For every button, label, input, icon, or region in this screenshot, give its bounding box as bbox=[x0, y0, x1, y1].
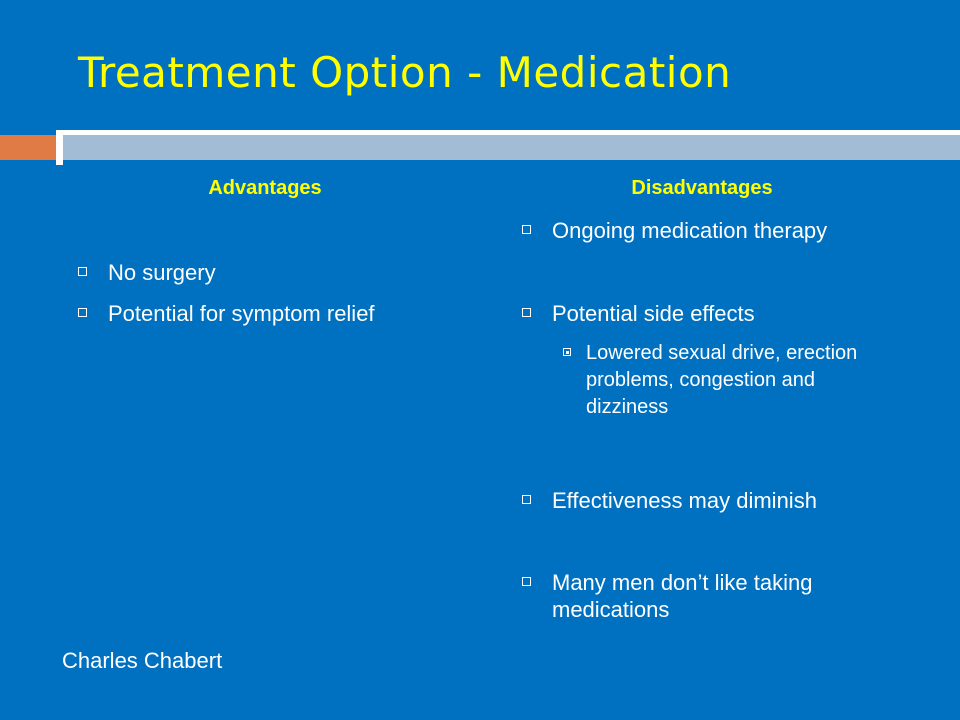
square-bullet-icon bbox=[78, 308, 87, 317]
advantage-item: Potential for symptom relief bbox=[108, 301, 375, 326]
disadvantage-item: Potential side effects bbox=[552, 301, 755, 326]
advantage-item: No surgery bbox=[108, 260, 216, 285]
disadvantage-subitem: Lowered sexual drive, erection problems, congestion and dizziness bbox=[586, 342, 858, 418]
accent-bar-separator bbox=[56, 130, 63, 165]
footer-author: Charles Chabert bbox=[62, 648, 223, 673]
square-bullet-icon bbox=[522, 225, 531, 234]
disadvantage-item: Ongoing medication therapy bbox=[552, 218, 828, 243]
square-bullet-icon bbox=[522, 495, 531, 504]
disadvantages-heading: Disadvantages bbox=[631, 177, 773, 199]
advantages-heading: Advantages bbox=[208, 177, 322, 199]
disadvantage-item: Effectiveness may diminish bbox=[552, 488, 817, 513]
accent-bar-orange bbox=[0, 135, 56, 160]
square-bullet-icon bbox=[78, 267, 87, 276]
square-bullet-icon bbox=[522, 308, 531, 317]
accent-bar-blue bbox=[63, 135, 960, 160]
filled-square-bullet-icon bbox=[563, 348, 571, 356]
square-bullet-icon bbox=[522, 577, 531, 586]
slide-title: Treatment Option - Medication bbox=[78, 48, 732, 97]
disadvantage-item: Many men don’t like taking medications bbox=[552, 570, 813, 622]
